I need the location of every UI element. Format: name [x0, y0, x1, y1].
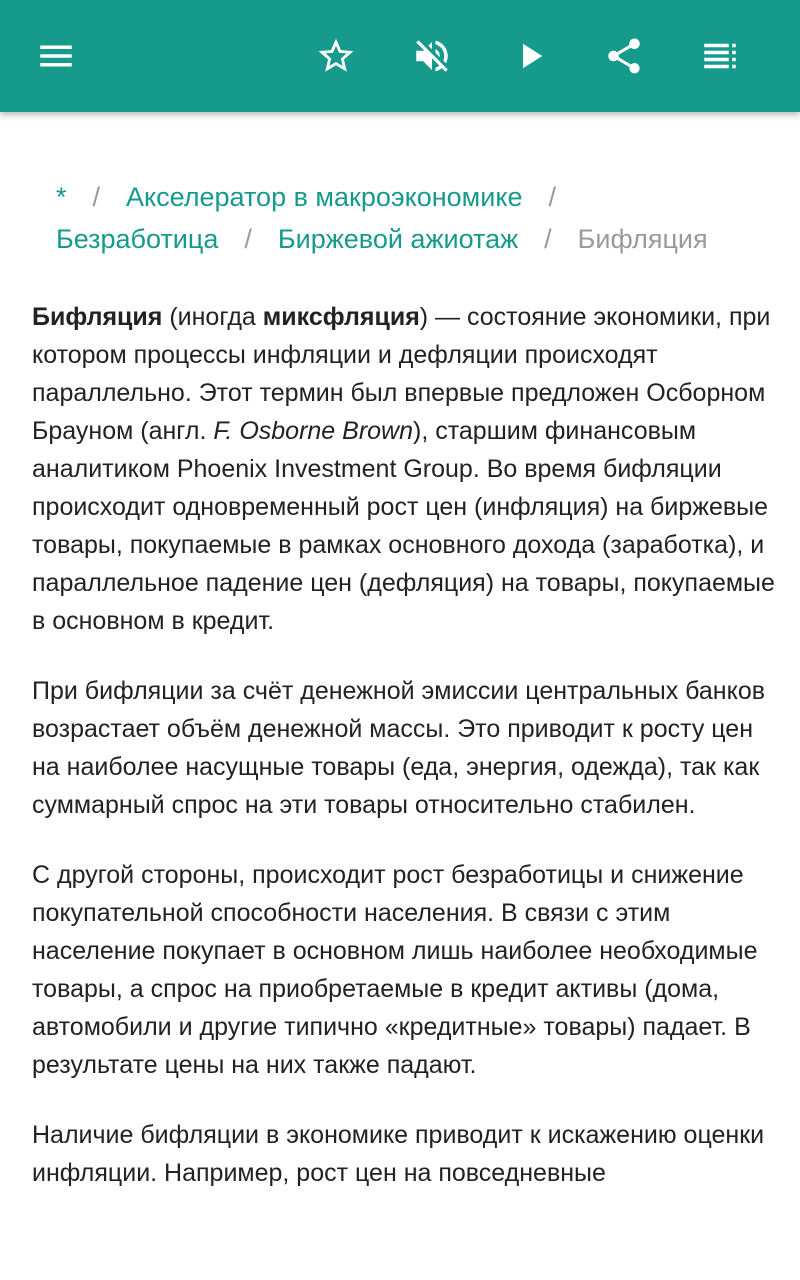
- article-body: [32, 298, 777, 1224]
- share-button[interactable]: [596, 28, 652, 84]
- content-area[interactable]: [0, 112, 800, 1280]
- term-bold: Бифляция: [32, 303, 163, 331]
- article-paragraph: При бифляции за счёт денежной эмиссии центральных банков возрастает объём денежной массы. Это приводит к росту цен на наиболее насущные товары (еда, энергия, одежда), так как суммарный спрос на эти товары относительно стабилен.: [32, 677, 766, 819]
- share-icon: [603, 35, 645, 77]
- article-paragraph: Наличие бифляции в экономике приводит к искажению оценки инфляции. Например, рост цен на повседневные: [32, 1121, 765, 1187]
- list-icon: [699, 35, 741, 77]
- breadcrumb-item[interactable]: Биржевой ажиотаж: [277, 224, 519, 254]
- breadcrumb-current: Бифляция: [577, 224, 708, 254]
- breadcrumb-separator: /: [244, 224, 252, 254]
- breadcrumb-item-root[interactable]: *: [56, 182, 67, 212]
- alt-term-bold: миксфляция: [262, 303, 420, 331]
- volume-off-icon: [411, 35, 453, 77]
- breadcrumb: [56, 176, 776, 260]
- menu-icon: [35, 35, 77, 77]
- article-paragraph: С другой стороны, происходит рост безработицы и снижение покупательной способности населения. В связи с этим население покупает в основном лишь наиболее необходимые товары, а спрос на приобретаемые в кредит активы (дома, автомобили и другие типично «кредитные» товары) падает. В результате цены на них также падают.: [32, 861, 758, 1079]
- bookmark-button[interactable]: [308, 28, 364, 84]
- breadcrumb-separator: /: [92, 182, 101, 212]
- article-paragraph: [32, 298, 777, 640]
- menu-button[interactable]: [28, 28, 84, 84]
- play-icon: [509, 35, 551, 77]
- english-name: F. Osborne Brown: [213, 417, 414, 445]
- star-outline-icon: [315, 35, 357, 77]
- text-span: ) — состояние экономики, при котором процессы инфляции и дефляции происходят параллельно. Этот термин был впервые предложен Осборном Брауном (англ.: [32, 303, 771, 445]
- breadcrumb-item[interactable]: Безработица: [56, 224, 219, 254]
- play-button[interactable]: [502, 28, 558, 84]
- text-span: ), старшим финансовым аналитиком Phoenix Investment Group. Во время бифляции происходит одновременный рост цен (инфляция) на биржевые товары, покупаемые в рамках основного дохода (заработка), и параллельное падение цен (дефляция) на товары, покупаемые в основном в кредит.: [32, 417, 775, 635]
- app-bar: [0, 0, 800, 112]
- contents-button[interactable]: [692, 28, 748, 84]
- breadcrumb-item[interactable]: Акселератор в макроэкономике: [126, 182, 523, 212]
- text-span: (иногда: [162, 303, 263, 331]
- breadcrumb-separator: /: [544, 224, 552, 254]
- breadcrumb-separator: /: [548, 182, 556, 212]
- mute-button[interactable]: [404, 28, 460, 84]
